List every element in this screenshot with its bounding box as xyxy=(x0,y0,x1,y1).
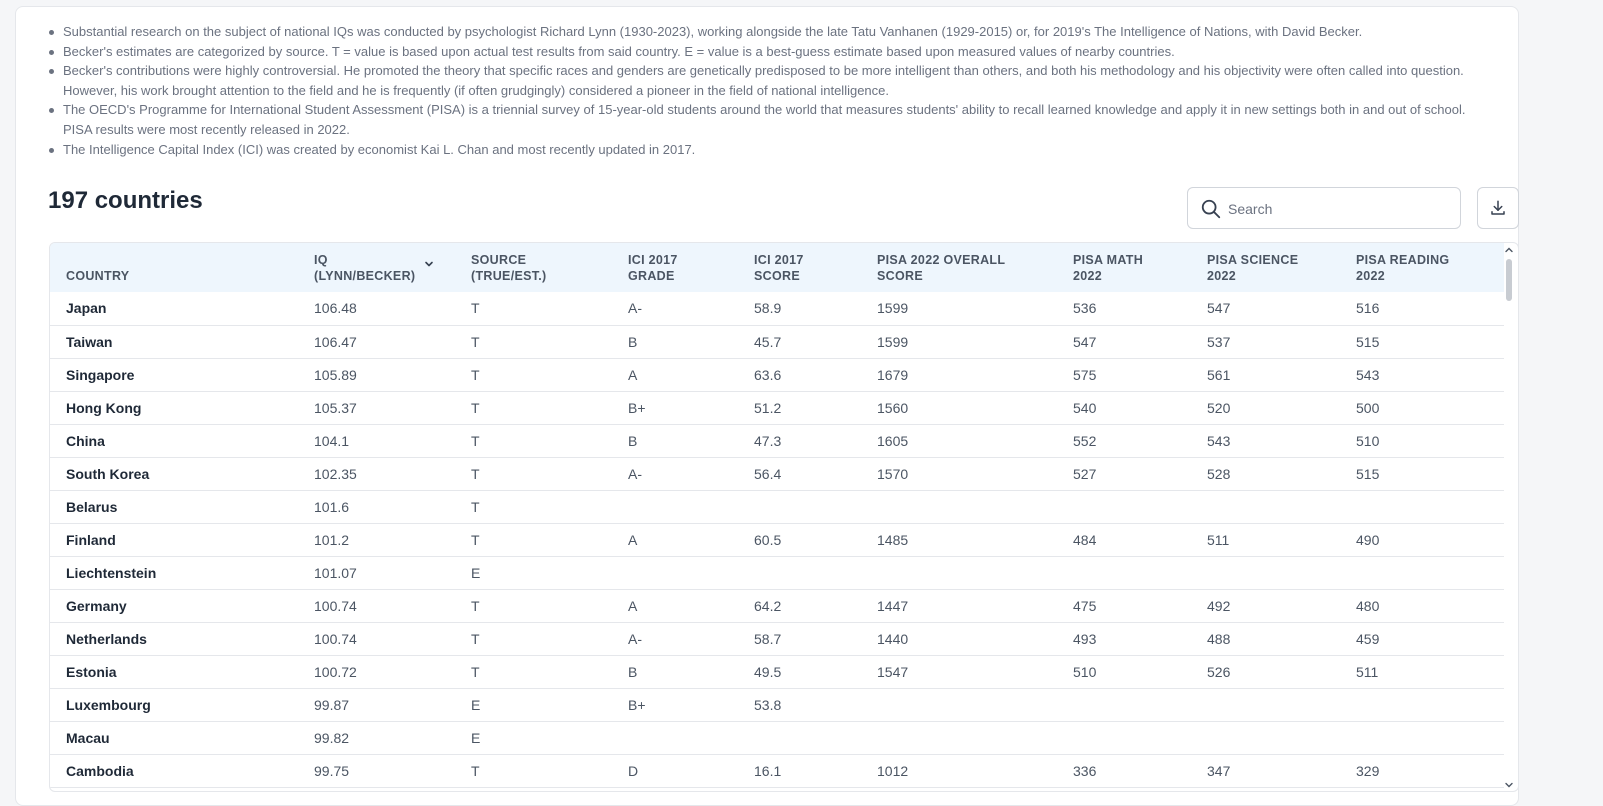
cell-country: China xyxy=(66,432,105,449)
cell-ici-score: 56.4 xyxy=(754,465,782,482)
column-header-pisa-overall[interactable] xyxy=(861,243,1057,292)
column-header-source[interactable] xyxy=(455,243,612,292)
cell-ici-grade xyxy=(612,556,738,589)
cell-country: Macau xyxy=(66,729,110,746)
cell-ici-grade: B xyxy=(628,663,638,680)
column-header-label: GRADE xyxy=(628,269,675,283)
cell-pisa-reading: 480 xyxy=(1356,597,1380,614)
cell-pisa-science: 488 xyxy=(1207,630,1231,647)
cell-pisa-math: 484 xyxy=(1073,531,1097,548)
cell-pisa-overall: 1547 xyxy=(877,663,909,680)
cell-pisa-science: 511 xyxy=(1207,531,1230,548)
cell-ici-score: 47.3 xyxy=(754,432,782,449)
cell-ici-score: 60.5 xyxy=(754,531,782,548)
table-scrollbar[interactable] xyxy=(1502,243,1516,792)
cell-ici-grade: A- xyxy=(628,465,642,482)
cell-pisa-science: 537 xyxy=(1207,333,1231,350)
cell-country: Taiwan xyxy=(66,333,113,350)
note-item: Becker's estimates are categorized by source. T = value is based upon actual test results from said country. E = value is a best-guess estimate based upon measured values of nearby countries. xyxy=(47,42,1487,62)
cell-source: T xyxy=(471,531,480,548)
cell-iq: 106.48 xyxy=(314,300,357,317)
column-header-ici-score[interactable] xyxy=(738,243,861,292)
scroll-down-arrow-icon[interactable] xyxy=(1505,781,1513,789)
cell-pisa-overall: 1679 xyxy=(877,366,909,383)
table-header-row xyxy=(50,243,1504,292)
cell-iq: 100.74 xyxy=(314,597,357,614)
column-header-pisa-math[interactable] xyxy=(1057,243,1191,292)
cell-iq: 104.1 xyxy=(314,432,350,449)
column-header-label: IQ xyxy=(314,253,328,267)
cell-pisa-overall: 1012 xyxy=(877,762,909,779)
cell-pisa-overall: 1599 xyxy=(877,300,909,317)
cell-ici-score xyxy=(738,556,861,589)
cell-ici-score: 16.1 xyxy=(754,762,782,779)
cell-pisa-reading: 500 xyxy=(1356,399,1380,416)
cell-pisa-overall: 1560 xyxy=(877,399,909,416)
cell-ici-score: 45.7 xyxy=(754,333,782,350)
cell-pisa-science: 528 xyxy=(1207,465,1231,482)
column-header-label: PISA 2022 OVERALL xyxy=(877,253,1006,267)
cell-pisa-math xyxy=(1057,688,1191,721)
column-header-label: 2022 xyxy=(1073,269,1103,283)
cell-pisa-reading xyxy=(1340,721,1504,754)
column-header-iq[interactable] xyxy=(298,243,455,292)
cell-ici-score: 58.7 xyxy=(754,630,782,647)
cell-pisa-reading xyxy=(1340,688,1504,721)
cell-pisa-reading: 515 xyxy=(1356,465,1380,482)
cell-pisa-science: 547 xyxy=(1207,300,1231,317)
cell-pisa-overall xyxy=(861,721,1057,754)
cell-source: T xyxy=(471,630,480,647)
cell-ici-score: 64.2 xyxy=(754,597,782,614)
note-item: Becker's contributions were highly controversial. He promoted the theory that specific races and genders are genetically predisposed to be more intelligent than others, and both his methodology and his objectivity were often called into question. However, his work brought attention to the field and he is frequently (if often grudgingly) considered a pioneer in the field of national intelligence. xyxy=(47,61,1487,100)
table-row xyxy=(50,292,1504,325)
cell-iq: 99.82 xyxy=(314,729,350,746)
table-row xyxy=(50,523,1504,556)
cell-iq: 100.74 xyxy=(314,630,357,647)
cell-source: T xyxy=(471,399,480,416)
cell-ici-grade xyxy=(612,490,738,523)
cell-ici-grade: B xyxy=(628,432,638,449)
cell-pisa-overall: 1447 xyxy=(877,597,909,614)
countries-table-container[interactable] xyxy=(49,242,1519,792)
scroll-up-arrow-icon[interactable] xyxy=(1505,246,1513,254)
cell-pisa-math: 336 xyxy=(1073,762,1097,779)
cell-pisa-science: 492 xyxy=(1207,597,1231,614)
cell-pisa-overall: 1570 xyxy=(877,465,909,482)
cell-pisa-reading: 329 xyxy=(1356,762,1380,779)
table-row xyxy=(50,589,1504,622)
note-item: Substantial research on the subject of national IQs was conducted by psychologist Richard Lynn (1930-2023), working alongside the late Tatu Vanhanen (1929-2015) or, for 2019's The Intelligence of Nations, with David Becker. xyxy=(47,22,1487,42)
cell-pisa-math: 510 xyxy=(1073,663,1097,680)
cell-pisa-science xyxy=(1191,688,1340,721)
cell-ici-score xyxy=(738,490,861,523)
cell-pisa-science xyxy=(1191,556,1340,589)
cell-ici-grade: A xyxy=(628,597,638,614)
cell-source: T xyxy=(471,333,480,350)
cell-ici-grade xyxy=(612,721,738,754)
cell-pisa-overall: 1485 xyxy=(877,531,909,548)
table-row xyxy=(50,358,1504,391)
cell-pisa-science: 561 xyxy=(1207,366,1231,383)
notes-list xyxy=(47,22,1487,159)
column-header-label: SCORE xyxy=(877,269,923,283)
column-header-label: 2022 xyxy=(1356,269,1386,283)
column-header-label: PISA MATH xyxy=(1073,253,1144,267)
cell-ici-grade: D xyxy=(628,762,639,779)
cell-pisa-math xyxy=(1057,490,1191,523)
chevron-down-icon[interactable] xyxy=(423,258,435,274)
search-icon xyxy=(1200,198,1222,220)
cell-pisa-math xyxy=(1057,556,1191,589)
table-row xyxy=(50,655,1504,688)
cell-country: Belarus xyxy=(66,498,118,515)
column-header-label: ICI 2017 xyxy=(754,253,804,267)
cell-iq: 101.07 xyxy=(314,564,357,581)
table-row xyxy=(50,325,1504,358)
cell-pisa-science: 347 xyxy=(1207,762,1231,779)
column-header-label: (TRUE/EST.) xyxy=(471,269,547,283)
cell-country: Estonia xyxy=(66,663,117,680)
cell-pisa-overall xyxy=(861,688,1057,721)
cell-ici-score: 49.5 xyxy=(754,663,782,680)
column-header-ici-grade[interactable] xyxy=(612,243,738,292)
cell-pisa-science: 543 xyxy=(1207,432,1231,449)
cell-pisa-math: 552 xyxy=(1073,432,1097,449)
cell-pisa-math: 547 xyxy=(1073,333,1097,350)
column-header-pisa-reading[interactable] xyxy=(1340,243,1504,292)
cell-ici-grade: A- xyxy=(628,300,642,317)
cell-pisa-math: 536 xyxy=(1073,300,1097,317)
cell-pisa-reading xyxy=(1340,556,1504,589)
cell-source: T xyxy=(471,300,480,317)
cell-pisa-reading: 511 xyxy=(1356,663,1379,680)
column-header-label: PISA SCIENCE xyxy=(1207,253,1299,267)
cell-country: Netherlands xyxy=(66,630,147,647)
cell-source: T xyxy=(471,498,480,515)
cell-ici-score: 58.9 xyxy=(754,300,782,317)
cell-country: Singapore xyxy=(66,366,135,383)
cell-source: E xyxy=(471,729,481,746)
cell-pisa-overall: 1440 xyxy=(877,630,909,647)
table-row xyxy=(50,457,1504,490)
cell-country: Luxembourg xyxy=(66,696,151,713)
cell-ici-grade: B+ xyxy=(628,696,646,713)
cell-country: Hong Kong xyxy=(66,399,142,416)
cell-pisa-reading: 515 xyxy=(1356,333,1380,350)
column-header-label: COUNTRY xyxy=(66,269,130,283)
column-header-label: SCORE xyxy=(754,269,800,283)
table-row xyxy=(50,721,1504,754)
cell-source: E xyxy=(471,564,481,581)
table-row xyxy=(50,424,1504,457)
column-header-label: SOURCE xyxy=(471,253,527,267)
cell-pisa-reading xyxy=(1340,490,1504,523)
cell-pisa-science: 526 xyxy=(1207,663,1231,680)
cell-country: Japan xyxy=(66,300,107,317)
cell-ici-score: 53.8 xyxy=(754,696,782,713)
cell-iq: 100.72 xyxy=(314,663,357,680)
cell-source: E xyxy=(471,696,481,713)
cell-pisa-science xyxy=(1191,490,1340,523)
cell-source: T xyxy=(471,366,480,383)
cell-pisa-math xyxy=(1057,721,1191,754)
column-header-label: ICI 2017 xyxy=(628,253,678,267)
search-input[interactable] xyxy=(1228,198,1448,220)
cell-country: Germany xyxy=(66,597,127,614)
download-icon xyxy=(1489,199,1507,217)
cell-ici-grade: B xyxy=(628,333,638,350)
cell-pisa-reading: 490 xyxy=(1356,531,1380,548)
download-button[interactable] xyxy=(1477,187,1519,229)
table-row xyxy=(50,490,1504,523)
cell-ici-grade: A xyxy=(628,366,638,383)
cell-iq: 101.6 xyxy=(314,498,350,515)
countries-table xyxy=(50,243,1504,788)
cell-ici-score: 51.2 xyxy=(754,399,782,416)
table-row xyxy=(50,556,1504,589)
cell-pisa-overall: 1599 xyxy=(877,333,909,350)
cell-pisa-science xyxy=(1191,721,1340,754)
table-row xyxy=(50,391,1504,424)
cell-iq: 105.89 xyxy=(314,366,357,383)
cell-iq: 101.2 xyxy=(314,531,350,548)
cell-ici-score xyxy=(738,721,861,754)
cell-pisa-overall xyxy=(861,490,1057,523)
column-header-pisa-science[interactable] xyxy=(1191,243,1340,292)
table-body xyxy=(50,292,1504,787)
cell-iq: 102.35 xyxy=(314,465,357,482)
cell-source: T xyxy=(471,432,480,449)
column-header-label: 2022 xyxy=(1207,269,1237,283)
table-row xyxy=(50,622,1504,655)
cell-country: Finland xyxy=(66,531,116,548)
cell-country: Cambodia xyxy=(66,762,134,779)
cell-ici-grade: B+ xyxy=(628,399,646,416)
cell-pisa-reading: 510 xyxy=(1356,432,1380,449)
cell-iq: 106.47 xyxy=(314,333,357,350)
cell-pisa-math: 527 xyxy=(1073,465,1097,482)
cell-country: South Korea xyxy=(66,465,150,482)
scrollbar-thumb[interactable] xyxy=(1506,259,1512,301)
search-box[interactable] xyxy=(1187,187,1461,229)
cell-pisa-reading: 516 xyxy=(1356,300,1380,317)
cell-ici-grade: A xyxy=(628,531,638,548)
cell-pisa-reading: 459 xyxy=(1356,630,1380,647)
country-count-title: 197 countries xyxy=(48,187,203,214)
cell-ici-score: 63.6 xyxy=(754,366,782,383)
note-item: The Intelligence Capital Index (ICI) was created by economist Kai L. Chan and most recently updated in 2017. xyxy=(47,140,1487,160)
cell-iq: 105.37 xyxy=(314,399,357,416)
cell-pisa-overall xyxy=(861,556,1057,589)
cell-source: T xyxy=(471,597,480,614)
cell-source: T xyxy=(471,465,480,482)
cell-ici-grade: A- xyxy=(628,630,642,647)
column-header-label: (LYNN/BECKER) xyxy=(314,269,416,283)
table-row xyxy=(50,754,1504,787)
cell-pisa-math: 493 xyxy=(1073,630,1097,647)
cell-source: T xyxy=(471,762,480,779)
cell-iq: 99.87 xyxy=(314,696,350,713)
cell-pisa-math: 575 xyxy=(1073,366,1097,383)
cell-pisa-math: 475 xyxy=(1073,597,1097,614)
cell-pisa-overall: 1605 xyxy=(877,432,909,449)
column-header-country[interactable] xyxy=(50,243,298,292)
table-row xyxy=(50,688,1504,721)
cell-country: Liechtenstein xyxy=(66,564,157,581)
note-item: The OECD's Programme for International Student Assessment (PISA) is a triennial survey of 15-year-old students around the world that measures students' ability to recall learned knowledge and apply it in new settings both in and out of school. PISA results were most recently released in 2022. xyxy=(47,100,1487,139)
column-header-label: PISA READING xyxy=(1356,253,1450,267)
cell-pisa-science: 520 xyxy=(1207,399,1231,416)
cell-pisa-math: 540 xyxy=(1073,399,1097,416)
cell-iq: 99.75 xyxy=(314,762,350,779)
cell-source: T xyxy=(471,663,480,680)
cell-pisa-reading: 543 xyxy=(1356,366,1380,383)
